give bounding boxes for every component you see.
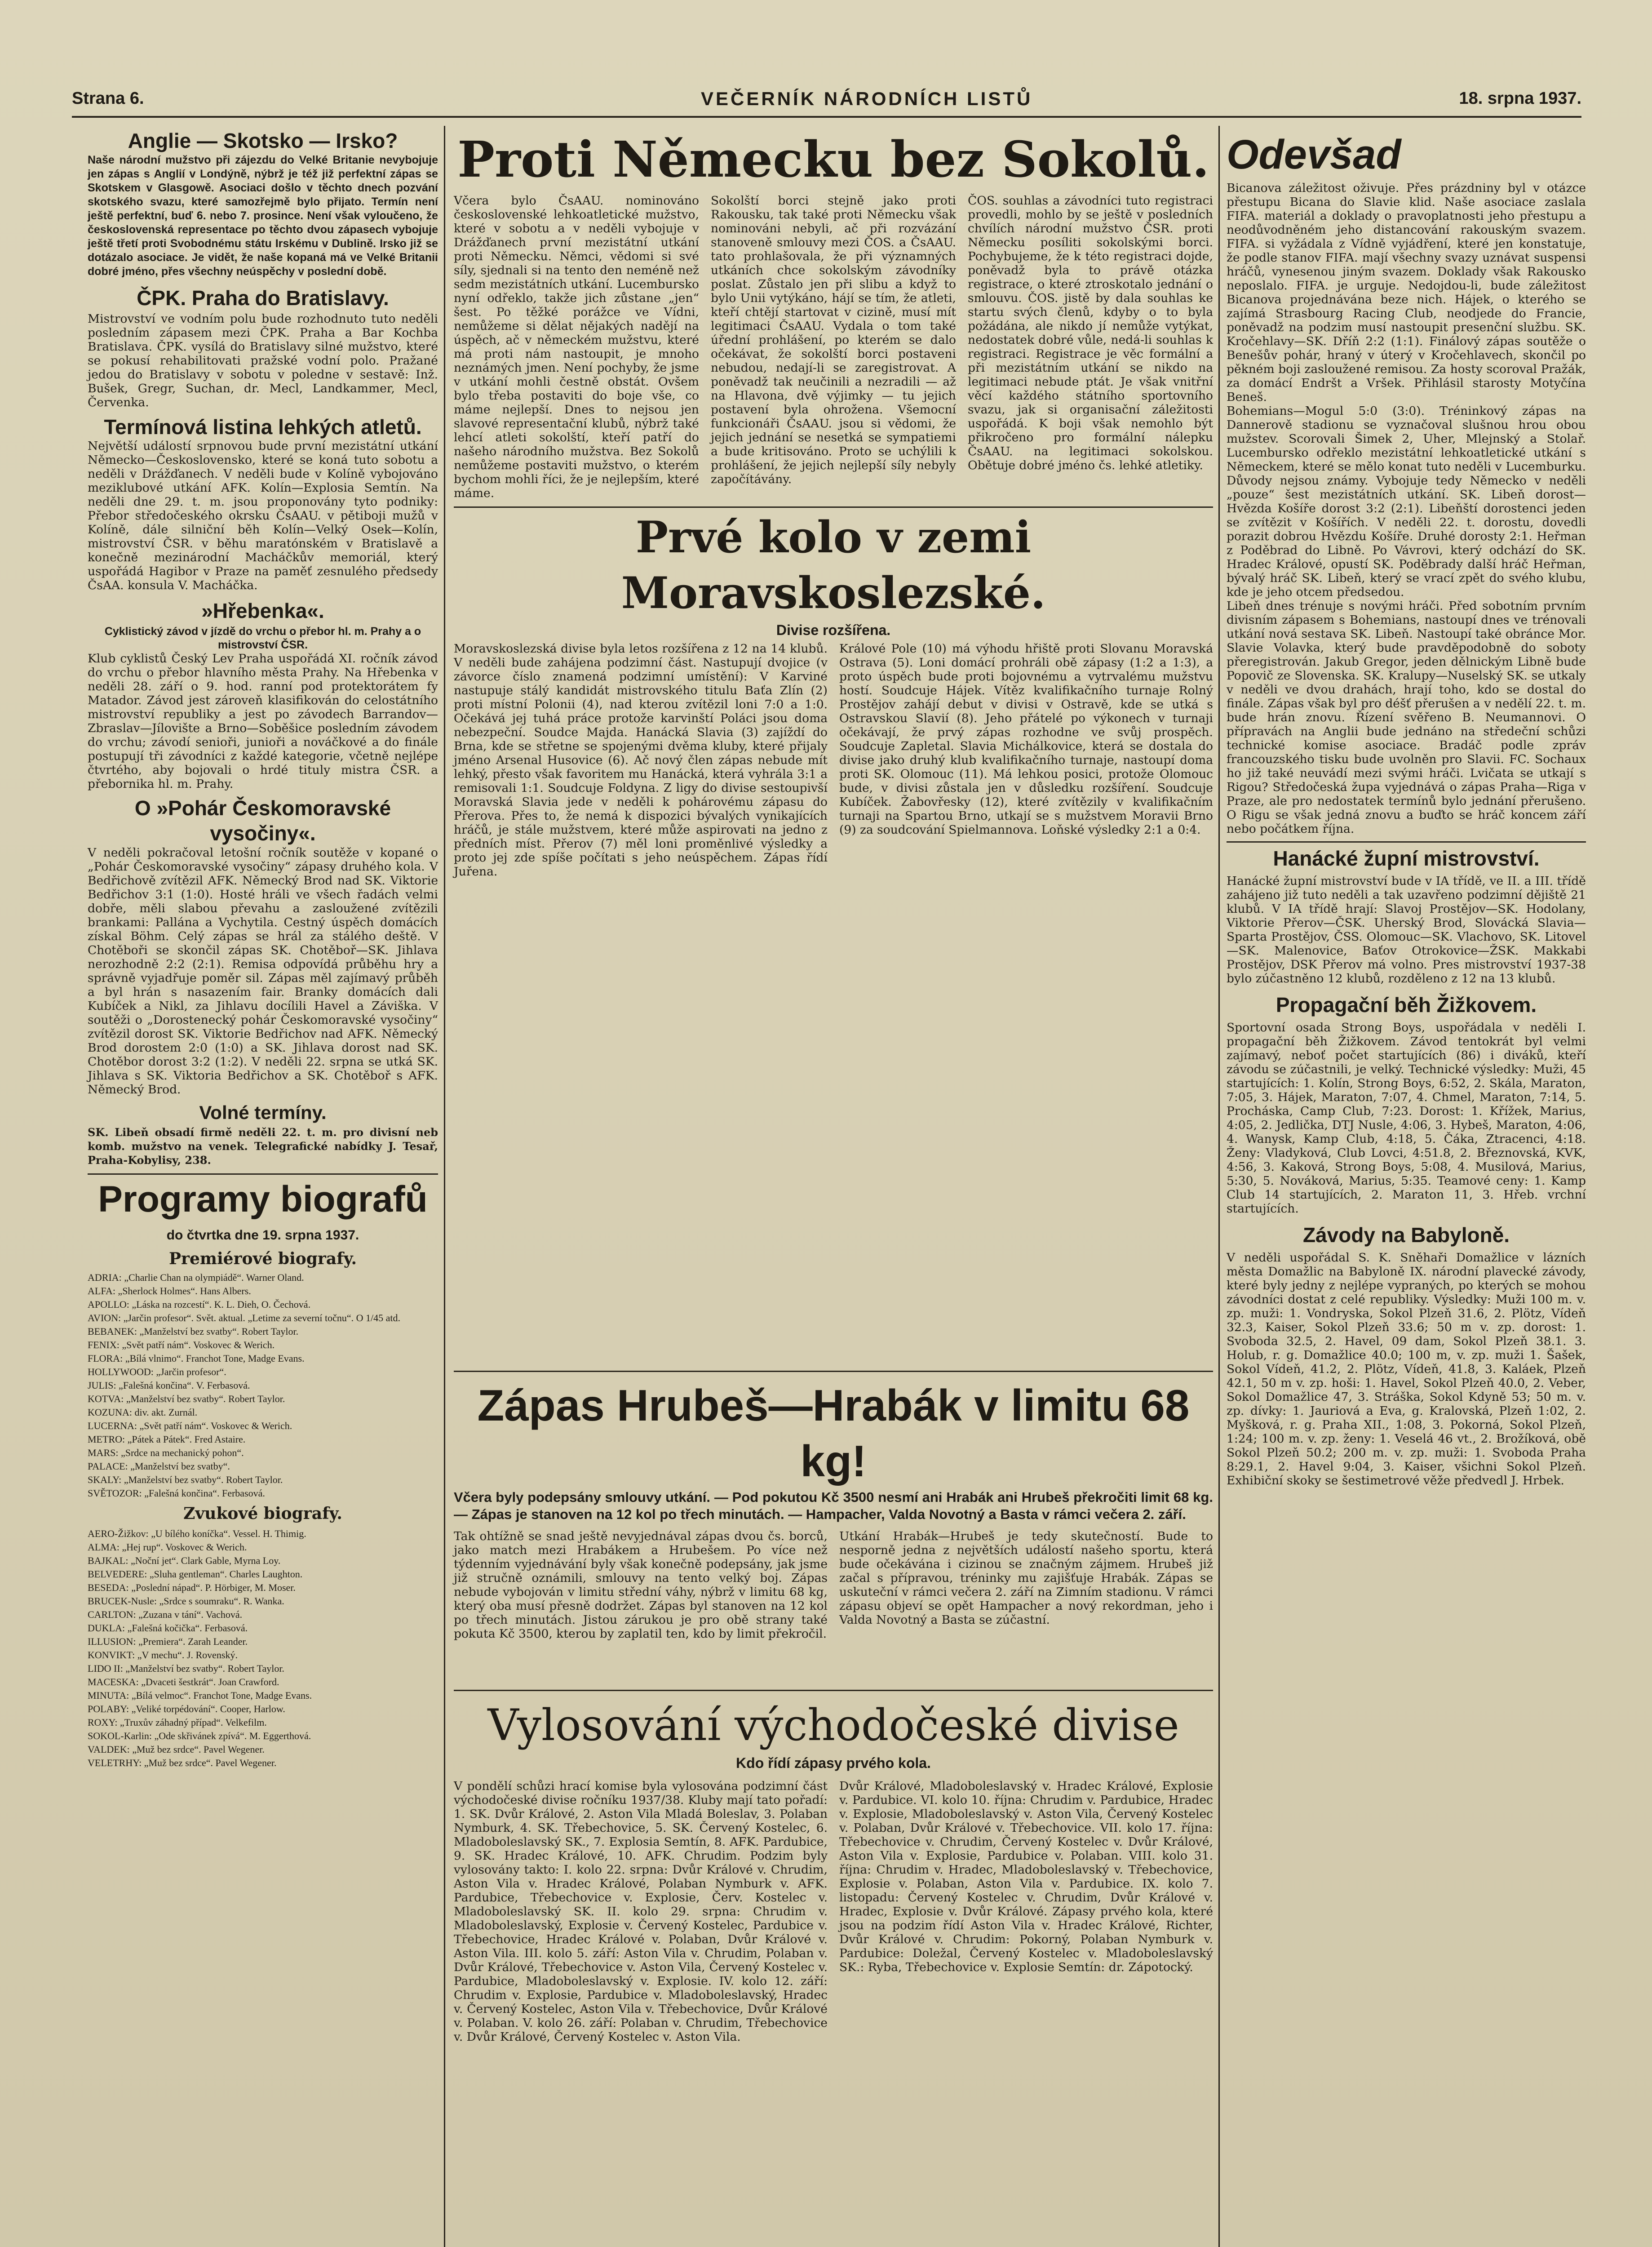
- article-text: Mistrovství ve vodním polu bude rozhodnuto tuto neděli posledním zápasem mezi ČPK. Praha a Bar Kochba Bratislava. ČPK. vysílá do Bratislavy silné mužstvo, které se pokusí rehabilitovati pražské vodní polo. Pražané jedou do Bratislavy v sobotu v poledne v sestavě: Inž. Bušek, Gregr, Suchan, dr. Mecl, Landkammer, Mecl, Červenka.: [88, 312, 438, 409]
- headline-zapas: Zápas Hrubeš—Hrabák v limitu 68 kg!: [477, 1381, 1190, 1486]
- headline-proti-nemecku: Proti Německu bez Sokolů.: [457, 130, 1209, 188]
- cinema-listing: ALMA: „Hej rup“. Voskovec & Werich.: [88, 1541, 247, 1553]
- cinema-listing: PALACE: „Manželství bez svatby“.: [88, 1461, 230, 1472]
- cinema-listing: LIDO II: „Manželství bez svatby“. Robert Taylor.: [88, 1663, 284, 1674]
- article-text: Tak ohtížně se snad ještě nevyjednával zápas dvou čs. borců, jako match mezi Hrabákem a Hrubešem. Po více než týdenním vyjednávání byly však konečně podepsány, jak jsme již stručně oznámili, smlouvy na tento velký boj. Zápas nebude vybojován v limitu střední váhy, nýbrž v limitu 68 kg, který oba musí přesně dodržet. Zápas byl stanoven na 12 kol po třech minutách. Jistou zárukou je pro obě strany také pokuta Kč 3500, kterou by zaplatil ten, kdo by limit překročil.: [454, 1529, 828, 1641]
- cinema-listing: JULIS: „Falešná končina“. V. Ferbasová.: [88, 1380, 250, 1391]
- cinema-listing: VALDEK: „Muž bez srdce“. Pavel Wegener.: [88, 1744, 265, 1755]
- column-rule: [1218, 126, 1220, 2247]
- premiere-list: [88, 1271, 438, 1500]
- article-text: Dvůr Králové, Mladoboleslavský v. Hradec Králové, Explosie v. Pardubice. VI. kolo 10. října: Chrudim v. Pardubice, Hradec v. Explosie, Mladoboleslavský v. Aston Vila, Červený Kostelec v. Polaban, Dvůr Králové v. Třebechovice. VII. kolo 17. října: Třebechovice v. Chrudim, Červený Kostelec v. Dvůr Králové, Aston Vila v. Explosie, Pardubice v. Polaban. VIII. kolo 31. října: Chrudim v. Hradec, Mladoboleslavský v. Třebechovice, Explosie v. Polaban, Aston Vila v. Pardubice. IX. kolo 7. listopadu: Červený Kostelec v. Chrudim, Dvůr Králové v. Hradec, Explosie v. Dvůr Králové. Zápasy prvého kola, které jsou na podzim řídí Aston Vila v. Hradec Králové, Richter, Dvůr Králové v. Chrudim: Pokorný, Polaban Nymburk v. Pardubice: Doležal, Červený Kostelec v. Mladoboleslavský SK.: Ryba, Třebechovice v. Explosie Semtín: dr. Zápotocký.: [839, 1779, 1213, 1974]
- cinema-listing: BRUCEK-Nusle: „Srdce s soumraku“. R. Wanka.: [88, 1595, 284, 1607]
- article-subtitle: Cyklistický závod v jízdě do vrchu o přebor hl. m. Prahy a o mistrovství ČSR.: [104, 625, 421, 651]
- cinema-listing: KONVIKT: „V mechu“. J. Rovenský.: [88, 1649, 238, 1661]
- headline-prve-kolo: Prvé kolo v zemi Moravskoslezské.: [621, 512, 1046, 618]
- article-text: Bohemians—Mogul 5:0 (3:0). Tréninkový zápas na Dannerově stadionu se vyznačoval slušnou hrou obou mužstev. Scorovali Šimek 2, Uher, Mlejnský a Stolař. Lucembursko odřeklo mezistátní lehkoatletické utkání s Německem, které se mělo konat tuto neděli v Lucemburku. Důvody nejsou známy. Vybojuje tedy Německo v neděli „pouze“ šest mezistátních utkání. SK. Libeň dorost—Hvězda Košíře dorost 3:2 (2:1). Libeňští dorostenci jeden se zvítězit v Košířích. V neděli 22. t. dorostu, dovedli porazit dobrou Hvězdu Košíře. Druhé dorosty 2:1. Heřman z Poděbrad do Libně. Po Vávrovi, který odchází do SK. Hradec Králové, opustí SK. Poděbrady další hráč Heřman, bývalý hráč SK. Libeň, který se vrací zpět do svého klubu, kde je jeho otcem předsedou.: [1227, 404, 1586, 599]
- article-title: Anglie — Skotsko — Irsko?: [128, 129, 398, 152]
- page-label: Strana 6.: [72, 89, 144, 108]
- draw-article: [454, 1690, 1213, 2247]
- article-title: Volné termíny.: [199, 1102, 327, 1123]
- cinema-listing: KOTVA: „Manželství bez svatby“. Robert Taylor.: [88, 1393, 285, 1404]
- issue-date: 18. srpna 1937.: [1459, 89, 1581, 108]
- article-text: ČOS. souhlas a závodníci tuto registraci provedli, mohlo by se ještě v posledních chvílích národní mužstvo ČSR. proti Německu posíliti sokolskými borci. Pochybujeme, že k této registraci dojde, poněvadž byla to právě otázka registrace, o které ztroskotalo jednání o smlouvu. ČOS. jistě by dala souhlas ke startu svých členů, kdyby o to byla požádána, ale nikdo jí nemůže vytýkat, nedostatek dobré vůle, nedá-li souhlas k registraci. Registrace je věc formální a při mezistátním utkání se nikdo na legitimaci nebude ptát. Je však vnitřní věcí každého státního sportovního svazu, jak si organisační záležitosti uspořádá. K boji však nemohlo být přikročeno pro formální nálepku ČsAAU. na legitimaci sokolskou. Obětuje dobré jméno čs. lehké atletiky.: [968, 194, 1213, 472]
- cinema-listing: MARS: „Srdce na mechanický pohon“.: [88, 1447, 244, 1458]
- left-column: [88, 128, 438, 2247]
- article-text: V neděli pokračoval letošní ročník soutěže v kopané o „Pohár Českomoravské vysočiny“ zápasy druhého kola. V Bedřichově zvítězil AFK. Německý Brod nad SK. Viktorie Bedřichov 3:1 (1:0). Hosté hráli ve všech řadách velmi dobře, měli slabou převahu a zasloužené zvítězili brankami: Pallána a Vychytila. Cestný úspěch domácích získal Böhm. Celý zápas se hrál za stálého deště. V Chotěboři se skončil zápas SK. Chotěboř—SK. Jihlava nerozhodně 2:2 (2:1). Remisa odpovídá průběhu hry a správně vyjadřuje poměr sil. Zápas měl zajímavý průběh a byl hrán s nasazením fair. Branky domácích dali Kubíček a Nikl, za Jihlavu docílili Havel a Záviška. V soutěži o „Dorostenecký pohár Českomoravské vysočiny“ zvítězil dorost SK. Viktorie Bedřichov nad AFK. Německý Brod dorostem 2:0 (1:0) a SK. Jihlava dorost nad SK. Chotěbor dorost 3:2 (1:2). V neděli 22. srpna se utká SK. Jihlava s SK. Viktoria Bedřichov a SK. Chotěboř s AFK. Německý Brod.: [88, 846, 438, 1097]
- article-text: Naše národní mužstvo při zájezdu do Velké Britanie nevybojuje jen zápas s Anglií v Londýně, nýbrž je též již perfektní zápas se Skotskem v Glasgowě. Asociaci došlo v těchto dnech pozvání skotského svazu, které samozřejmě bylo přijato. Termín není ještě perfektní, buď 6. nebo 7. prosince. Není však vyloučeno, že československá representace po těchto dvou zápasech vybojuje ještě třetí proti Svobodnému státu Irskému v Dublině. Irsko již se dotázalo asociace. Je vidět, že naše kopaná má ve Velké Britanii dobré jméno, přes všechny neúspěchy v poslední době.: [88, 154, 438, 278]
- cinema-listing: BELVEDERE: „Sluha gentleman“. Charles Laughton.: [88, 1568, 303, 1580]
- cinema-listing: ROXY: „Truxův záhadný případ“. Velkefilm.: [88, 1717, 267, 1728]
- headline-body: [454, 194, 1213, 500]
- cinema-section-title: Programy biografů: [98, 1179, 428, 1220]
- cinema-listing: ALFA: „Sherlock Holmes“. Hans Albers.: [88, 1285, 251, 1297]
- article-text: Největší událostí srpnovou bude první mezistátní utkání Německo—Československo, které se koná tuto sobotu a neděli v Drážďanech. V neděli bude v Kolíně vybojováno meziklubové utkání AFK. Kolín—Explosia Semtín. Na neděli dne 29. t. m. jsou proponovány tyto podniky: Přebor středočeského okrsku ČsAAU. v pětiboji mužů v Kolíně, dále silniční běh Kolín—Velký Osek—Kolín, mistrovství ČSR. v běhu maratónském v Bratislavě a konečně mezinárodní Macháčkův memoriál, který uspořádá Hagibor v Praze na paměť zesnulého předsedy ČsAA. konsula V. Macháčka.: [88, 439, 438, 592]
- cinema-listing: LUCERNA: „Svět patří nám“. Voskovec & Werich.: [88, 1420, 292, 1431]
- cinema-listing: ILLUSION: „Premiera“. Zarah Leander.: [88, 1636, 248, 1647]
- cinema-listing: KOZUNA: div. akt. Zurnál.: [88, 1407, 198, 1418]
- article-text: Včera bylo ČsAAU. nominováno československé lehkoatletické mužstvo, které v sobotu a v neděli vybojuje v Drážďanech první mezistátní utkání proti Německu. Němci, vědomi si své síly, sjednali si na tento den neméně než sedm mezistátních utkání. Lucembursko nyní odřeklo, takže jich zůstane „jen“ šest. Po těžké porážce ve Vídni, nemůžeme si dělat nějakých nadějí na úspěch, ač v německém mužstvu, které má proti nám nastoupit, je mnoho neznámých jmen. Není pochyby, že jsme v utkání mohli čestně obstát. Ovšem bylo třeba postaviti do boje vše, co máme nejlepší. Dnes to nejsou jen slavové representační klubů, nýbrž také lehcí atleti sokolští, kteří patří do našeho národního mužstva. Bez Sokolů nemůžeme postaviti mužstvo, o kterém bychom mohli říci, že je nejlepším, které máme.: [454, 194, 699, 500]
- cinema-listing: BEBANEK: „Manželství bez svatby“. Robert Taylor.: [88, 1326, 299, 1337]
- article-title: Hanácké župní mistrovství.: [1273, 847, 1540, 870]
- cinema-listing: DUKLA: „Falešná kočička“. Ferbasová.: [88, 1622, 248, 1634]
- section-title-odevsad: Odevšad: [1227, 132, 1401, 178]
- article-text: V neděli uspořádal S. K. Sněhaři Domažlice v lázních města Domažlic na Babyloně IX. národní plavecké závody, které byly jedny z nejlépe vypraných, po kterých se mohou závodníci dostat z celé republiky. Výsledky: Muži 100 m. v. zp. muži: 1. Vondryska, Sokol Plzeň 31.6, 2. Plötz, Vídeň 32.3, Kaiser, Sokol Plzeň 33.6; 50 m v. zp. dorost: 1. Svoboda 32.5, 2. Havel, 09 dam, Sokol Plzeň 38.1. 3. Holub, r. g. Domažlice 40.0; 100 m, v. zp. muži 1. Šašek, Sokol Vídeň, 41.2, 2. Plötz, Vídeň, 41.8, 3. Kaláek, Plzeň 42.1, 50 m v. zp. hoši: 1. Havel, Sokol Plzeň 40.0, 2. Veber, Sokol Domažlice 47, 3. Stráška, Sokol Kdyně 53; 50 m. v. zp. dívky: 1. Jauriová a Eva, g. Kralovská, Plzeň 1:02, 2. Myšková, r. g. Praha XII., 1:08, 3. Pokorná, Sokol Plzeň, 1:24; 100 m. v. zp. ženy: 1. Veselá 46 vt., 2. Brožíková, obě Sokol Plzeň 50.2; 200 m. v. zp. muži: 1. Svoboda Praha 8:29.1, 2. Havel 9:04, 3. Kaiser, všichni Sokol Plzeň. Exhibiční skoky se šestimetrové věže předvedl J. Hrbek.: [1227, 1251, 1586, 1488]
- cinema-listing: FLORA: „Bílá vlnimo“. Franchot Tone, Madge Evans.: [88, 1353, 305, 1364]
- cinema-listing: SVĚTOZOR: „Falešná končina“. Ferbasová.: [88, 1488, 265, 1499]
- headline-vylosovani: Vylosování východočeské divise: [487, 1700, 1179, 1750]
- article-lead: Včera byly podepsány smlouvy utkání. — Pod pokutou Kč 3500 nesmí ani Hrabák ani Hrubeš překročiti limit 68 kg. — Zápas je stanoven na 12 kol po třech minutách. — Hampacher, Valda Novotný a Basta v rámci večera 2. září.: [454, 1489, 1213, 1522]
- article-text: Libeň dnes trénuje s novými hráči. Před sobotním prvním divisním zápasem s Bohemians, nastoupí dnes ve trénovali utkání nová sestava SK. Libeň. Nastoupí také obránce Mor. Slavie Volavka, který bude pravděpodobně do soboty přeregistrován. Jakub Gregor, jeden dělnickým Libně bude Popovič ze Slovenska. SK. Kralupy—Nuselský SK. se utkaly v neděli ve dvou drahách, hrají toho, kdo se dostal do finále. Zápas však byl pro déšť přerušen a v nedělí 22. t. m. bude hrán znovu. Řízení svěřeno B. Neumannovi. O přípravách na Anglii bude jednáno na středeční schůzi technické komise asociace. Bradáč podle zpráv francouzského tisku bude uvolněn pro Slavii. FC. Sochaux ho již také neuvádí mezi svými hráči. Lvičata se utkají s Rigou? Středočeská župa vyjednává o zápas Praha—Riga v Praze, ale pro nedostatek termínů bylo jednání přerušeno. O Rigu se však jedná znovu a buďto se hráč koncem září nebo počátkem října.: [1227, 599, 1586, 836]
- article-text: Králové Pole (10) má výhodu hřiště proti Slovanu Moravská Ostrava (5). Loni domácí prohráli obě zápasy (1:2 a 1:3), a proto úspěch bude proti bojovnému a vytrvalému mužstvu hostí. Soudcuje Hájek. Vítěz kvalifikačního turnaje Rolný Prostějov zahájí debut v divisi v Ostravě, kde se utká s Ostravskou Slavií (8). Jeho přátelé po výkonech v turnaji očekávají, že prvý zápas rozhodne ve svůj prospěch. Soudcuje Zapletal. Slavia Michálkovice, která se dostala do divise jako druhý klub kvalifikačního turnaje, nastoupí doma proti SK. Olomouc (11). Má lehkou posici, protože Olomouc bude, v divisi zůstala jen v důsledku rozšíření. Soudcuje Kubíček. Žabovřesky (12), které zvítězily v kvalifikačním turnaji na Spartou Brno, utkají se s mužstvem Moravii Brno (9) za soudcování Spielmannova. Loňské výsledky 2:1 a 0:4.: [839, 642, 1213, 837]
- premiere-title: Premiérové biografy.: [168, 1249, 357, 1268]
- article-text: Utkání Hrabák—Hrubeš je tedy skutečností. Bude to nesporně jedna z největších událostí našeho sportu, která bude očekávána i cizinou se značným zájmem. Hrubeš již začal s přípravou, tréninky mu zajišťuje Hrabák. Zápas se uskuteční v rámci večera 2. září na Zimním stadionu. V rámci zápasu objeví se opět Hampacher a nový rekordman, jeho i Valda Novotný a Basta se zúčastní.: [839, 1529, 1213, 1627]
- article-title: Závody na Babyloně.: [1302, 1223, 1510, 1247]
- cinema-listing: POLABY: „Veliké torpédování“. Cooper, Harlow.: [88, 1703, 285, 1714]
- article-text: V pondělí schůzi hrací komise byla vylosována podzimní část východočeské divise ročníku 1937/38. Kluby mají tato pořadí: 1. SK. Dvůr Králové, 2. Aston Vila Mladá Boleslav, 3. Polaban Nymburk, 4. SK. Třebechovice, 5. SK. Červený Kostelec, 6. Mladoboleslavský SK., 7. Explosia Semtín, 8. AFK. Pardubice, 9. SK. Hradec Králové, 10. AFK. Chrudim. Podzim byly vylosovány takto: I. kolo 22. srpna: Dvůr Králové v. Chrudim, Aston Vila v. Hradec Králové, Polaban Nymburk v. AFK. Pardubice, Třebechovice v. Explosie, Červ. Kostelec v. Mladoboleslavský SK. II. kolo 29. srpna: Chrudim v. Mladoboleslavský, Explosie v. Červený Kostelec, Pardubice v. Třebechovice, Hradec Králové v. Polaban, Dvůr Králové v. Aston Vila. III. kolo 5. září: Aston Vila v. Chrudim, Polaban v. Dvůr Králové, Třebechovice v. Aston Vila, Červený Kostelec v. Pardubice, Mladoboleslavský v. Explosie. IV. kolo 12. září: Chrudim v. Explosie, Pardubice v. Mladoboleslavský, Hradec v. Červený Kostelec, Aston Vila v. Třebechovice, Dvůr Králové v. Polaban. V. kolo 26. září: Polaban v. Chrudim, Třebechovice v. Dvůr Králové, Červený Kostelec v. Aston Vila.: [454, 1779, 828, 2044]
- article-title: ČPK. Praha do Bratislavy.: [137, 286, 389, 310]
- cinema-listing: AVION: „Jarčin profesor“. Svět. aktual. „Letime za severní točnu“. O 1/45 atd.: [88, 1312, 401, 1323]
- article-text: Bicanova záležitost oživuje. Přes prázdniny byl v otázce přestupu Bicana do Slavie klid. Naše asociace zaslala FIFA. materiál a doklady o pravoplatnosti jeho přestupu a neodůvodněném jeho distancování rakouským svazem. FIFA. si vyžádala z Vídně vyjádření, které jen konstatuje, že podle stanov FIFA. mají všechny svazy uznávat suspensi hráčů, vynesenou jiným svazem. Doklady však Rakousko neposlalo. FIFA. je urguje. Nedojdou-li, bude záležitost Bicanova projednávána beze nich. Hájek, o kterého se zajímá Strasbourg Racing Club, neodjede do Francie, poněvadž na podzim musí nastoupit presenční službu. SK. Kročehlavy—SK. Dříň 2:2 (1:1). Finálový zápas soutěže o Benešův pohár, hraný v úterý v Kročehlavech, skončil po pěkném boji zasloužené remisou. Za hosty scoroval Pražák, za domácí Endršt a Vršek. Přihlásil starosty Motyčína Beneš.: [1227, 181, 1586, 404]
- cinema-listing: AERO-Žižkov: „U bílého koníčka“. Vessel. H. Thimig.: [88, 1528, 306, 1539]
- main-top: [454, 128, 1213, 879]
- cinema-listing: ADRIA: „Charlie Chan na olympiádě“. Warner Oland.: [88, 1272, 304, 1283]
- article-title: O »Pohár Českomoravské vysočiny«.: [134, 796, 391, 845]
- sound-cinema-title: Zvukové biografy.: [183, 1504, 342, 1523]
- cinema-listing: SKALY: „Manželství bez svatby“. Robert Taylor.: [88, 1474, 283, 1485]
- article-title: Termínová listina lehkých atletů.: [104, 415, 422, 439]
- prve-kolo-body: [454, 642, 1213, 879]
- article-text: Moravskoslezská divise byla letos rozšířena z 12 na 14 klubů. V neděli bude zahájena podzimní část. Nastupují dvojice (v závorce číslo znamená podzimní umístění): V Karviné nastupuje stálý kandidát mistrovského titulu Baťa Zlín (2) proti místní Polonii (4), nad kterou zvítězil loni 7:0 a 1:0. Očekává jej tuhá práce protože karvinští Poláci jsou doma nebezpeční. Soudce Majda. Hanácká Slavia (3) zajíždí do Brna, kde se střetne se spojenými dvěma kluby, které přijaly jméno Arsenal Husovice (6). Ač nový člen zápas nebude mít lehký, přesto však favoritem mu Hanácká, která vyhrála 3:1 a remisovali 1:1. Soudcuje Foldyna. Z ligy do divise sestoupivší Moravská Slavia jede v neděli k pohárovému zápasu do Přerova. Přes to, že nemá k dispozici bývalých vynikajících hráčů, je stále mužstvem, které může aspirovati na jedno z předních míst. Přerov (7) měl loni proměnlivé výsledky a proto jej zde spíše počítati s jeho neúspěchem. Zápas řídí Juřena.: [454, 642, 828, 879]
- boxing-body: [454, 1529, 1213, 1641]
- right-column: [1227, 128, 1586, 2247]
- draw-body: [454, 1779, 1213, 2044]
- article-text: SK. Libeň obsadí firmě neděli 22. t. m. pro divisní neb komb. mužstvo na venek. Telegrafické nabídky J. Tesař, Praha-Kobylisy, 238.: [88, 1126, 438, 1167]
- cinema-listing: VELETRHY: „Muž bez srdce“. Pavel Wegener.: [88, 1757, 277, 1768]
- column-rule: [444, 126, 445, 2247]
- cinema-listing: MINUTA: „Bílá velmoc“. Franchot Tone, Madge Evans.: [88, 1690, 312, 1701]
- cinema-listing: MACESKA: „Dvaceti šestkrát“. Joan Crawford.: [88, 1676, 279, 1687]
- cinema-listing: CARLTON: „Zuzana v tání“. Vachová.: [88, 1609, 243, 1620]
- cinema-listing: METRO: „Pátek a Pátek“. Fred Astaire.: [88, 1434, 246, 1445]
- cinema-listing: APOLLO: „Láska na rozcestí“. K. L. Dieh, O. Čechová.: [88, 1299, 311, 1310]
- cinema-listing: BAJKAL: „Noční jet“. Clark Gable, Myrna Loy.: [88, 1555, 281, 1566]
- cinema-date: do čtvrtka dne 19. srpna 1937.: [166, 1228, 359, 1243]
- article-text: Sokolští borci stejně jako proti Rakousku, tak také proti Německu však nominováni nebyli, ač při rozvázání stanoveně smlouvy mezi ČOS. a ČsAAU. tato prohlašovala, že při významných utkáních chce sokolským závodníky poslat. Zůstalo jen při slibu a když to bylo Unii vytýkáno, hájí se tím, že atleti, kteří chtějí startovat v cizině, musí mít legitimaci ČsAAU. Vydala o tom také úřední prohlášení, po kterém se dalo očekávat, že sokolští borci postaveni nebudou, nedají-li se zaregistrovat. A poněvadž tak neučinili a nezradili — až na Hlavona, dvě výjimky — tu jejich postavení byla ohrožena. Všemocní funkcionáři ČsAAU. jsou si vědomi, že jejich jednání se nesetká se sympatiemi a bude kritisováno. Proto se uchýlili k prohlášení, že jejich nejlepší síly nebyly započítávány.: [711, 194, 956, 486]
- cinema-listing: SOKOL-Karlin: „Ode skřivánek zpívá“. M. Eggerthová.: [88, 1730, 311, 1741]
- article-subtitle: Divise rozšířena.: [776, 622, 891, 638]
- article-title: Propagační běh Žižkovem.: [1276, 993, 1537, 1017]
- cinema-listing: HOLLYWOOD: „Jarčin profesor“.: [88, 1366, 226, 1377]
- page-header: [72, 84, 1581, 118]
- boxing-article: [454, 1371, 1213, 1647]
- cinema-listing: BESEDA: „Poslední nápad“. P. Hörbiger, M. Moser.: [88, 1582, 296, 1593]
- article-text: Klub cyklistů Český Lev Praha uspořádá XI. ročník závod do vrchu o přebor hlavního města Prahy. Na Hřebenka v neděli 28. září o 9. hod. ranní pod protektorátem fy Matador. Závod jest zároveň klasifikován do celostátního mistrovství republiky a jest po závodech Barrandov—Zbraslav—Jílovište a Brno—Soběšice posledním závodem do vrchu; závodí senioři, junioři a nováčkové a do finále postupují tři závodníci z každé kategorie, včetně nejlépe čtvrtého, aby bojovali o hrdé tituly mistra ČSR. a přebornika hl. m. Prahy.: [88, 652, 438, 791]
- sound-cinema-list: [88, 1527, 438, 1770]
- masthead: VEČERNÍK NÁRODNÍCH LISTŮ: [701, 88, 1033, 109]
- article-text: Hanácké župní mistrovství bude v IA třídě, ve II. a III. třídě zahájeno již tuto neděli a tak uzavřeno podzimní dějiště 21 klubů. V IA třídě hrají: Slavoj Prostějov—SK. Hodolany, Viktorie Přerov—ČSK. Uherský Brod, Slovácká Slavia—Sparta Prostějov, ČSS. Olomouc—SK. Vlachovo, SK. Litovel—SK. Malenovice, Baťov Otrokovice—ŽSK. Makkabi Prostějov, DSK Přerov má volno. Pres mistrovství 1937-38 bylo zúčastněno 12 klubů, rozděleno z 12 na 13 klubů.: [1227, 874, 1586, 986]
- article-title: »Hřebenka«.: [201, 599, 324, 622]
- article-subtitle: Kdo řídí zápasy prvého kola.: [736, 1755, 931, 1771]
- cinema-listing: FENIX: „Svět patří nám“. Voskovec & Werich.: [88, 1339, 275, 1350]
- article-text: Sportovní osada Strong Boys, uspořádala v neděli I. propagační běh Žižkovem. Závod tentokrát byl velmi zajímavý, neboť počet startujících (86) i diváků, kteří závodu se zúčastnili, je velký. Technické výsledky: Muži, 45 startujících: 1. Kolín, Strong Boys, 6:52, 2. Skála, Maraton, 7:05, 3. Hájek, Maraton, 7:07, 4. Chmel, Maraton, 7:14, 5. Procháska, Camp Club, 7:23. Dorost: 1. Křížek, Marius, 4:05, 2. Jedlička, DTJ Nusle, 4:06, 3. Hybeš, Maraton, 4:06, 4. Wanysk, Kamp Club, 4:18, 5. Čáka, Ztracenci, 4:18. Ženy: Vladyková, Club Lovci, 4:51.8, 2. Březnovská, KVK, 4:56, 3. Kaková, Strong Boys, 5:08, 4. Musilová, Marius, 5:30, 5. Nováková, Marius, 5:35. Teamové ceny: 1. Kamp Club 14 startujících, 2. Maraton 11, 3. Hřeb. vrchní startujících.: [1227, 1021, 1586, 1216]
